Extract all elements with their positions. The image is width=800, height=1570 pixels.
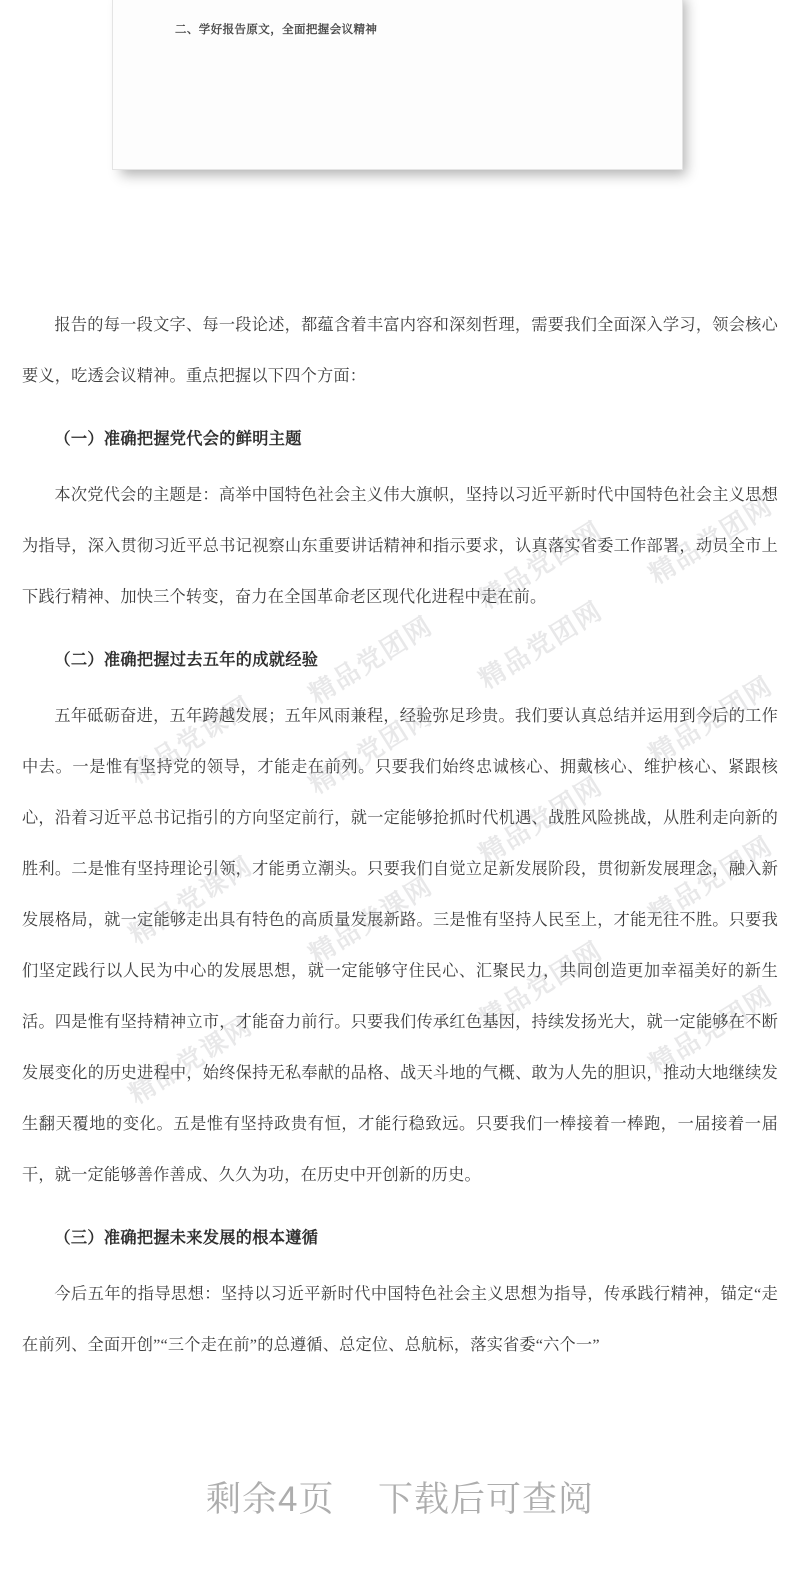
body-paragraph: 五年砥砺奋进，五年跨越发展；五年风雨兼程，经验弥足珍贵。我们要认真总结并运用到今后的工作中去。一是惟有坚持党的领导，才能走在前列。只要我们始终忠诚核心、拥戴核心、维护核心、紧跟核心，沿着习近平总书记指引的方向坚定前行，就一定能够抢抓时代机遇、战胜风险挑战，从胜利走向新的胜利。二是惟有坚持理论引领，才能勇立潮头。只要我们自觉立足新发展阶段，贯彻新发展理念，融入新发展格局，就一定能够走出具有特色的高质量发展新路。三是惟有坚持人民至上，才能无往不胜。只要我们坚定践行以人民为中心的发展思想，就一定能够守住民心、汇聚民力，共同创造更加幸福美好的新生活。四是惟有坚持精神立市，才能奋力前行。只要我们传承红色基因，持续发扬光大，就一定能够在不断发展变化的历史进程中，始终保持无私奉献的品格、战天斗地的气概、敢为人先的胆识，推动大地继续发生翻天覆地的变化。五是惟有坚持政贵有恒，才能行稳致远。只要我们一棒接着一棒跑，一届接着一届干，就一定能够善作善成、久久为功，在历史中开创新的历史。	[22, 707, 778, 1184]
body-paragraph: 报告的每一段文字、每一段论述，都蕴含着丰富内容和深刻哲理，需要我们全面深入学习，领会核心要义，吃透会议精神。重点把握以下四个方面：	[22, 316, 778, 385]
watermark-text: 精品党课网	[304, 870, 439, 970]
remaining-pages-label: 剩余4页	[206, 1480, 335, 1519]
watermark-text: 精品党团网	[644, 830, 779, 930]
watermark-text: 精品党团网	[474, 935, 609, 1035]
section-subheading: （三）准确把握未来发展的根本遵循	[54, 1229, 319, 1247]
watermark-text: 精品党课网	[124, 850, 259, 950]
paywall-notice	[0, 1472, 800, 1522]
watermark-text: 精品党课网	[124, 690, 259, 790]
fragment-section-heading: 二、学好报告原文，全面把握会议精神	[175, 24, 378, 36]
download-hint-label: 下载后可查阅	[377, 1480, 594, 1519]
document-body	[0, 300, 800, 1377]
watermark-text: 精品党团网	[644, 670, 779, 770]
watermark-text: 精品党课网	[124, 1010, 259, 1110]
watermark-text: 精品党团网	[474, 515, 609, 615]
body-paragraph: 今后五年的指导思想：坚持以习近平新时代中国特色社会主义思想为指导，传承践行精神，锚定“走在前列、全面开创”“三个走在前”的总遵循、总定位、总航标，落实省委“六个一”	[22, 1285, 778, 1354]
watermark-text: 精品党团网	[304, 700, 439, 800]
document-page-fragment	[112, 0, 683, 170]
section-subheading: （一）准确把握党代会的鲜明主题	[54, 430, 302, 448]
section-subheading: （二）准确把握过去五年的成就经验	[54, 651, 319, 669]
watermark-text: 精品党团网	[474, 770, 609, 870]
watermark-text: 精品党团网	[644, 980, 779, 1080]
watermark-text: 精品党团网	[644, 490, 779, 590]
watermark-text: 精品党团网	[304, 610, 439, 710]
body-paragraph: 本次党代会的主题是：高举中国特色社会主义伟大旗帜，坚持以习近平新时代中国特色社会主义思想为指导，深入贯彻习近平总书记视察山东重要讲话精神和指示要求，认真落实省委工作部署，动员全市上下践行精神、加快三个转变，奋力在全国革命老区现代化进程中走在前。	[22, 486, 778, 606]
watermark-text: 精品党团网	[474, 595, 609, 695]
